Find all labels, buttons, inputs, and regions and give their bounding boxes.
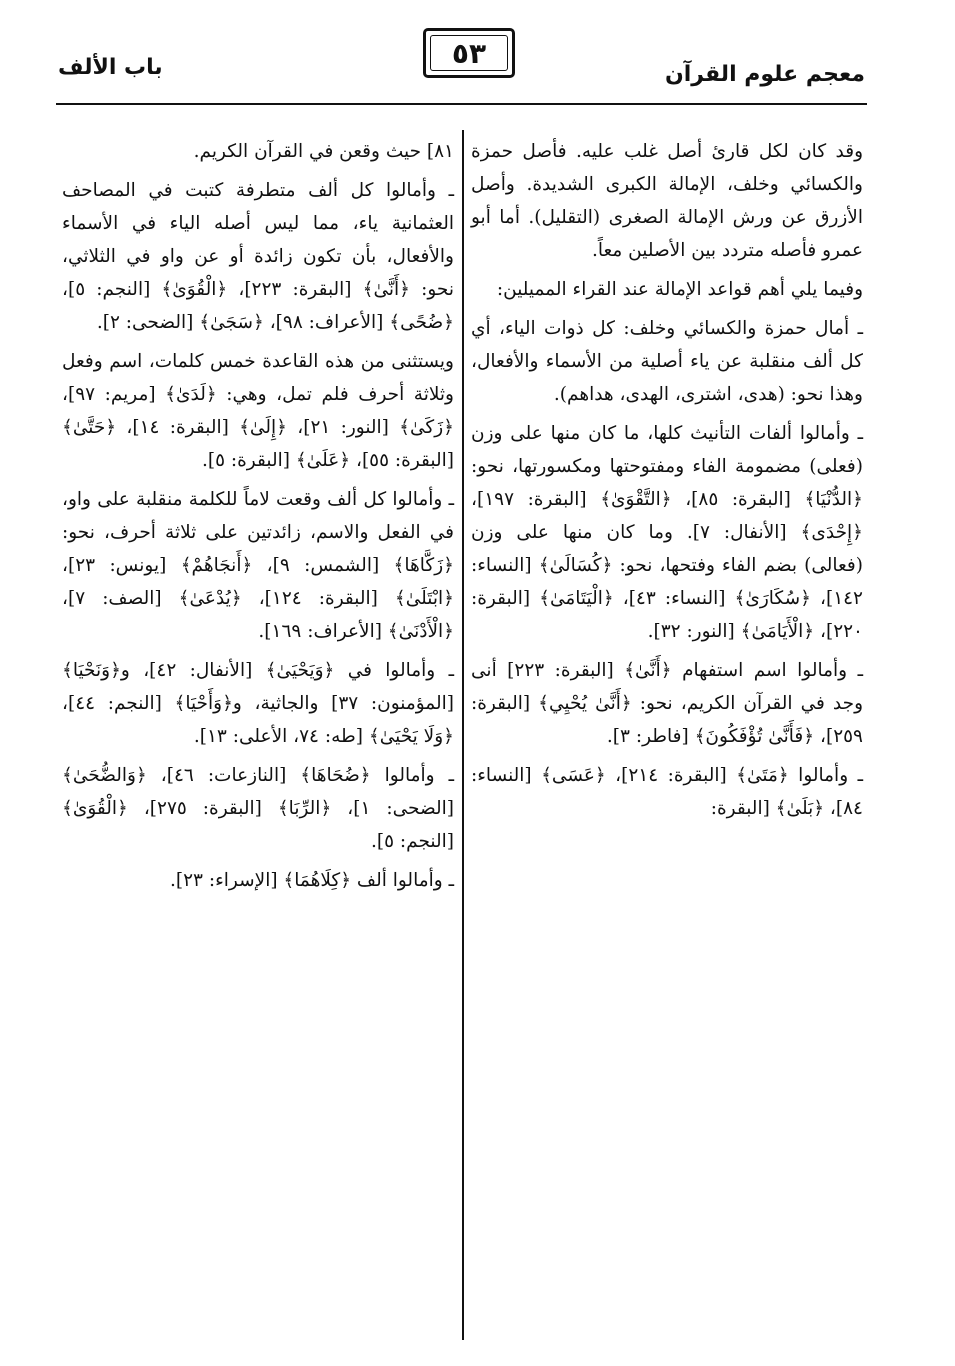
paragraph: ـ وأمالوا ﴿مَتَىٰ﴾ [البقرة: ٢١٤]، ﴿عَسَى﴾ [النساء: ٨٤]، ﴿بَلَىٰ﴾ [البقرة:	[471, 765, 863, 819]
book-title: معجم علوم القرآن	[664, 62, 865, 87]
page-number-box	[423, 28, 515, 78]
header-divider	[56, 103, 867, 105]
page-number: ٥٣	[451, 36, 487, 70]
paragraph: ـ وأمالوا ﴿ضُحَاهَا﴾ [النازعات: ٤٦]، ﴿وَالضُّحَىٰ﴾ [الضحى: ١]، ﴿الرِّبَا﴾ [البقرة: ٢٧٥]، ﴿الْقُوَىٰ﴾ [النجم: ٥].	[62, 765, 454, 852]
paragraph: ـ وأمالوا اسم استفهام ﴿أَنَّىٰ﴾ [البقرة: ٢٢٣] أنى وجد في القرآن الكريم، نحو: ﴿أَنَّىٰ يُحْيِي﴾ [البقرة: ٢٥٩]، ﴿فَأَنَّىٰ تُؤْفَكُونَ﴾ [فاطر: ٣].	[471, 660, 863, 747]
paragraph: ـ وأمالوا كل ألف وقعت لاماً للكلمة منقلبة على واو، في الفعل والاسم، زائدتين على ثلاثة أحرف، نحو: ﴿زَكَّاهَا﴾ [الشمس: ٩]، ﴿أَنجَاهُمْ﴾ [يونس: ٢٣]، ﴿ابْتَلَىٰ﴾ [البقرة: ١٢٤]، ﴿يُدْعَىٰ﴾ [الصف: ٧]، ﴿الْأَدْنَىٰ﴾ [الأعراف: ١٦٩].	[62, 489, 454, 642]
paragraph: ـ وأمالوا ألفات التأنيث كلها، ما كان منها على وزن (فعلى) مضمومة الفاء ومفتوحتها ومكسورتها، نحو: ﴿الدُّنْيَا﴾ [البقرة: ٨٥]، ﴿التَّقْوَىٰ﴾ [البقرة: ١٩٧]، ﴿إِحْدَى﴾ [الأنفال: ٧]. وما كان منها على وزن (فعالى) بضم الفاء وفتحها، نحو: ﴿كُسَالَىٰ﴾ [النساء: ١٤٢]، ﴿سُكَارَىٰ﴾ [النساء: ٤٣]، ﴿الْيَتَامَىٰ﴾ [البقرة: ٢٢٠]، ﴿الْأَيَامَىٰ﴾ [النور: ٣٢].	[471, 423, 863, 642]
paragraph: ويستثنى من هذه القاعدة خمس كلمات، اسم وفعل وثلاثة أحرف فلم تمل، وهي: ﴿لَدَىٰ﴾ [مريم: ٩٧]، ﴿زَكَىٰ﴾ [النور: ٢١]، ﴿إِلَىٰ﴾ [البقرة: ١٤]، ﴿حَتَّىٰ﴾ [البقرة: ٥٥]، ﴿عَلَىٰ﴾ [البقرة: ٥].	[62, 351, 455, 471]
page-header	[58, 22, 865, 87]
paragraph: وفيما يلي أهم قواعد الإمالة عند القراء المميلين:	[496, 279, 863, 300]
left-column	[62, 135, 454, 903]
paragraph: ٨١] حيث وقعن في القرآن الكريم.	[193, 141, 454, 162]
column-divider	[462, 130, 464, 1340]
right-column	[471, 135, 863, 831]
paragraph: وقد كان لكل قارئ أصل غلب عليه. فأصل حمزة والكسائي وخلف، الإمالة الكبرى الشديدة. وأصل الأزرق عن ورش الإمالة الصغرى (التقليل). أما أبو عمرو فأصله متردد بين الأصلين معاً.	[471, 141, 863, 261]
paragraph: ـ وأمالوا ألف ﴿كِلَاهُمَا﴾ [الإسراء: ٢٣].	[170, 870, 454, 891]
paragraph: ـ وأمالوا في ﴿وَيَحْيَىٰ﴾ [الأنفال: ٤٢]، و﴿وَنَحْيَا﴾ [المؤمنون: ٣٧] والجاثية، و﴿وَأَحْيَا﴾ [النجم: ٤٤]، ﴿وَلَا يَحْيَىٰ﴾ [طه: ٧٤، الأعلى: ١٣].	[62, 660, 454, 747]
paragraph: ـ أمال حمزة والكسائي وخلف: كل ذوات الياء، أي كل ألف منقلبة عن ياء أصلية من الأسماء والأفعال، وهذا نحو: (هدى، اشترى، الهدى، هداهم).	[471, 318, 863, 405]
paragraph: ـ وأمالوا كل ألف متطرفة كتبت في المصاحف العثمانية ياء، مما ليس أصله الياء في الأسماء والأفعال، بأن تكون زائدة أو عن واو في الثلاثي، نحو: ﴿أَنَّىٰ﴾ [البقرة: ٢٢٣]، ﴿الْقُوَىٰ﴾ [النجم: ٥]، ﴿ضُحًى﴾ [الأعراف: ٩٨]، ﴿سَجَىٰ﴾ [الضحى: ٢].	[62, 180, 454, 333]
chapter-title: باب الألف	[58, 55, 163, 80]
